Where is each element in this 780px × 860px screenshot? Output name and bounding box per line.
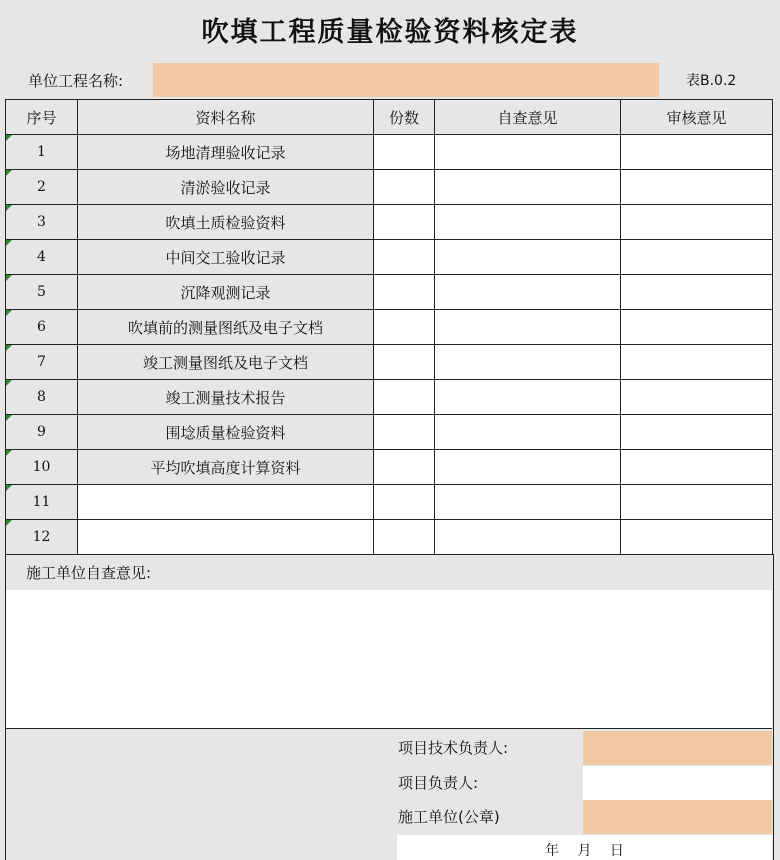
cell-marker-icon	[6, 310, 12, 316]
self-check-cell[interactable]	[435, 240, 621, 275]
cell-marker-icon	[6, 275, 12, 281]
self-check-cell[interactable]	[435, 345, 621, 380]
self-check-cell[interactable]	[435, 135, 621, 170]
document-name: 清淤验收记录	[78, 170, 374, 205]
self-check-cell[interactable]	[435, 275, 621, 310]
table-row	[6, 170, 773, 205]
col-header-self-check: 自查意见	[435, 100, 621, 135]
document-name: 吹填土质检验资料	[78, 205, 374, 240]
row-number-text: 12	[32, 529, 51, 545]
copies-cell[interactable]	[374, 415, 435, 450]
table-row	[6, 485, 773, 520]
copies-cell[interactable]	[374, 485, 435, 520]
row-number	[6, 275, 78, 310]
project-lead-label: 项目负责人:	[398, 774, 479, 792]
copies-cell[interactable]	[374, 380, 435, 415]
row-number	[6, 205, 78, 240]
review-cell[interactable]	[621, 170, 773, 205]
table-row	[6, 380, 773, 415]
document-name: 吹填前的测量图纸及电子文档	[78, 310, 374, 345]
date-label: 年 月 日	[545, 843, 624, 859]
row-number-text: 6	[37, 319, 46, 335]
row-number-text: 4	[37, 249, 46, 265]
copies-cell[interactable]	[374, 170, 435, 205]
copies-cell[interactable]	[374, 275, 435, 310]
row-number	[6, 310, 78, 345]
review-cell[interactable]	[621, 345, 773, 380]
contractor-seal-field[interactable]	[583, 800, 772, 834]
table-row	[6, 520, 773, 555]
col-header-review: 审核意见	[621, 100, 773, 135]
review-cell[interactable]	[621, 240, 773, 275]
unit-project-label: 单位工程名称:	[28, 72, 124, 90]
cell-marker-icon	[6, 345, 12, 351]
row-number-text: 7	[37, 354, 46, 370]
review-cell[interactable]	[621, 310, 773, 345]
table-row	[6, 450, 773, 485]
cell-marker-icon	[6, 205, 12, 211]
document-name[interactable]	[78, 520, 374, 555]
document-name: 平均吹填高度计算资料	[78, 450, 374, 485]
copies-cell[interactable]	[374, 135, 435, 170]
row-number-text: 11	[32, 494, 51, 510]
page-title: 吹填工程质量检验资料核定表	[201, 17, 579, 48]
review-cell[interactable]	[621, 275, 773, 310]
self-check-cell[interactable]	[435, 380, 621, 415]
table-row	[6, 135, 773, 170]
review-cell[interactable]	[621, 520, 773, 555]
copies-cell[interactable]	[374, 450, 435, 485]
row-number-text: 10	[32, 459, 51, 475]
review-cell[interactable]	[621, 485, 773, 520]
cell-marker-icon	[6, 415, 12, 421]
copies-cell[interactable]	[374, 345, 435, 380]
review-cell[interactable]	[621, 380, 773, 415]
tech-lead-signature-field[interactable]	[583, 731, 772, 765]
self-check-cell[interactable]	[435, 205, 621, 240]
cell-marker-icon	[6, 485, 12, 491]
row-number	[6, 135, 78, 170]
row-number	[6, 240, 78, 275]
self-check-cell[interactable]	[435, 450, 621, 485]
table-row	[6, 275, 773, 310]
review-cell[interactable]	[621, 205, 773, 240]
project-lead-signature-field[interactable]	[583, 766, 772, 800]
self-check-cell[interactable]	[435, 485, 621, 520]
copies-cell[interactable]	[374, 310, 435, 345]
document-name: 围埝质量检验资料	[78, 415, 374, 450]
cell-marker-icon	[6, 170, 12, 176]
document-name[interactable]	[78, 485, 374, 520]
col-header-no: 序号	[6, 100, 78, 135]
table-row	[6, 205, 773, 240]
self-check-label: 施工单位自查意见:	[26, 564, 152, 582]
col-header-copies: 份数	[374, 100, 435, 135]
row-number	[6, 415, 78, 450]
table-header-row	[6, 100, 773, 135]
inspection-table	[5, 99, 773, 555]
review-cell[interactable]	[621, 450, 773, 485]
self-check-comment-area[interactable]	[6, 590, 772, 729]
row-number	[6, 380, 78, 415]
cell-marker-icon	[6, 240, 12, 246]
self-check-cell[interactable]	[435, 310, 621, 345]
document-name: 竣工测量图纸及电子文档	[78, 345, 374, 380]
tech-lead-label: 项目技术负责人:	[398, 739, 509, 757]
table-row	[6, 240, 773, 275]
row-number	[6, 520, 78, 555]
row-number-text: 1	[37, 144, 46, 160]
table-row	[6, 310, 773, 345]
copies-cell[interactable]	[374, 520, 435, 555]
col-header-name: 资料名称	[78, 100, 374, 135]
row-number-text: 9	[37, 424, 46, 440]
document-name: 沉降观测记录	[78, 275, 374, 310]
copies-cell[interactable]	[374, 205, 435, 240]
self-check-cell[interactable]	[435, 415, 621, 450]
cell-marker-icon	[6, 380, 12, 386]
copies-cell[interactable]	[374, 240, 435, 275]
document-name: 场地清理验收记录	[78, 135, 374, 170]
row-number-text: 5	[37, 284, 46, 300]
cell-marker-icon	[6, 450, 12, 456]
contractor-seal-label: 施工单位(公章)	[398, 808, 500, 826]
row-number	[6, 485, 78, 520]
self-check-cell[interactable]	[435, 170, 621, 205]
row-number	[6, 345, 78, 380]
form-number: 表B.0.2	[686, 73, 737, 89]
review-cell[interactable]	[621, 135, 773, 170]
self-check-cell[interactable]	[435, 520, 621, 555]
row-number	[6, 450, 78, 485]
row-number-text: 3	[37, 214, 46, 230]
document-name: 竣工测量技术报告	[78, 380, 374, 415]
unit-project-input[interactable]	[153, 63, 659, 97]
document-name: 中间交工验收记录	[78, 240, 374, 275]
row-number-text: 2	[37, 179, 46, 195]
review-cell[interactable]	[621, 415, 773, 450]
cell-marker-icon	[6, 135, 12, 141]
table-row	[6, 345, 773, 380]
row-number	[6, 170, 78, 205]
row-number-text: 8	[37, 389, 46, 405]
table-row	[6, 415, 773, 450]
cell-marker-icon	[6, 520, 12, 526]
